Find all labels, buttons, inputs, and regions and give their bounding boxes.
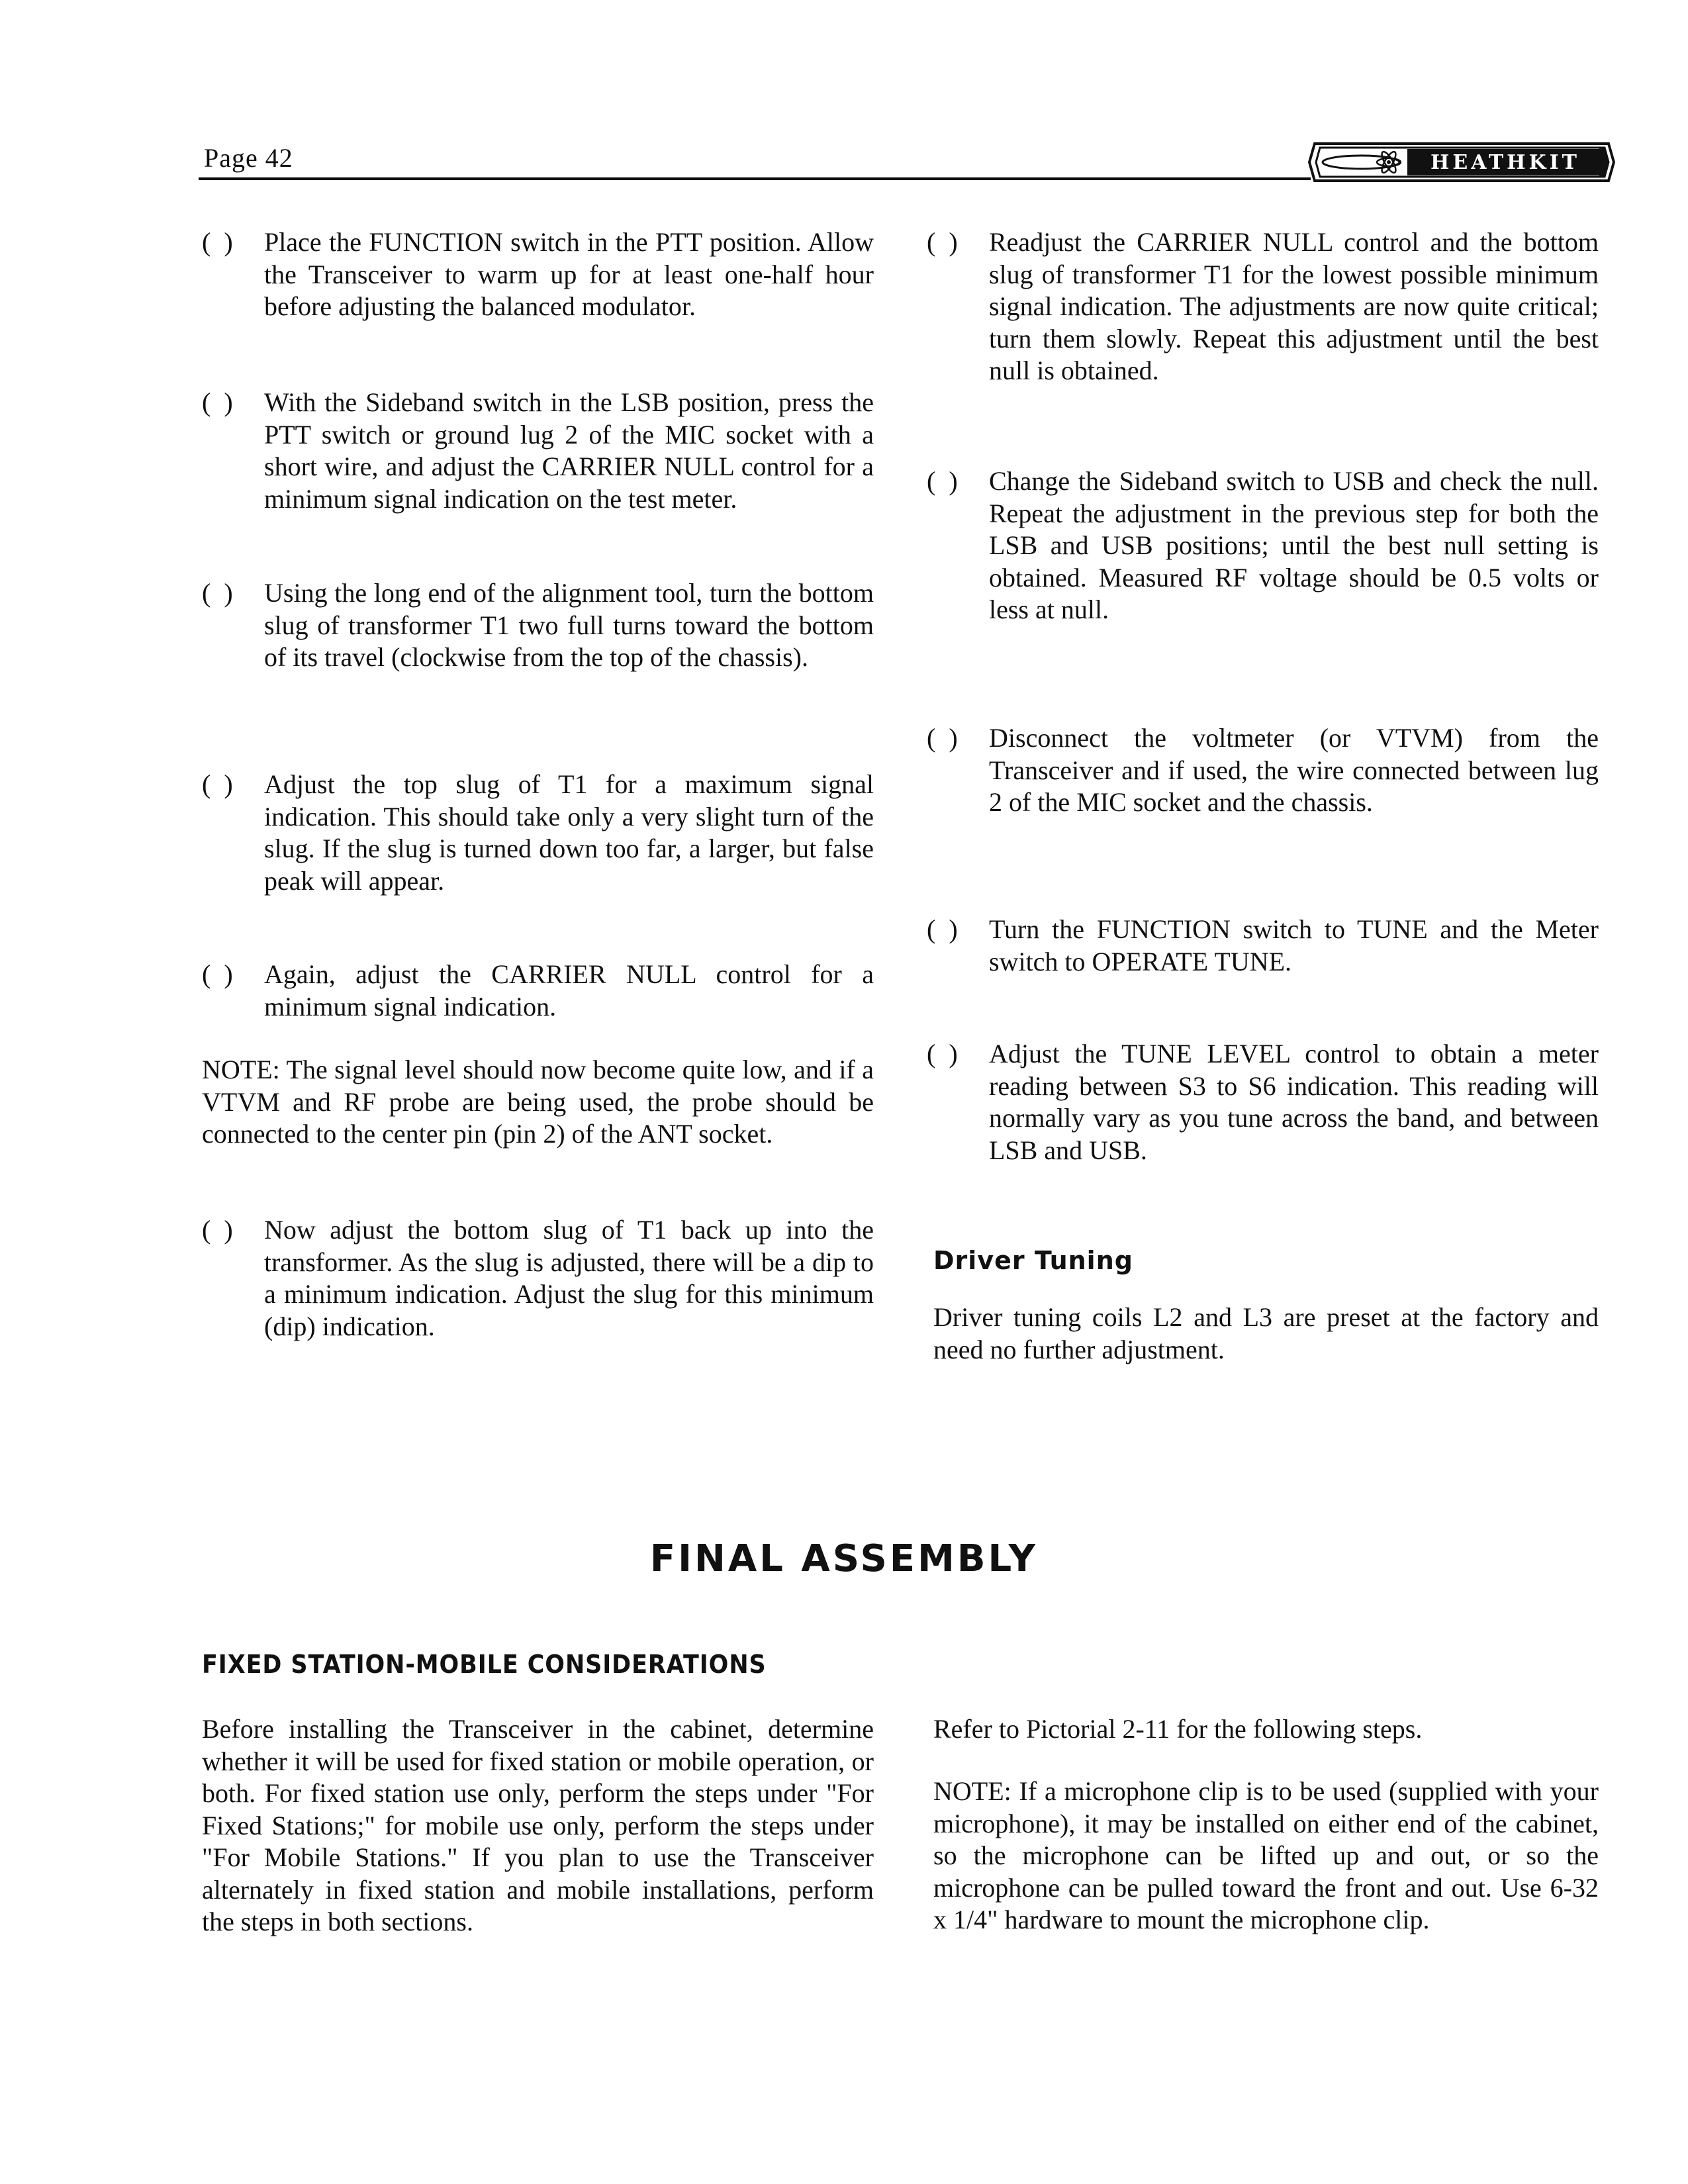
- step-text: Readjust the CARRIER NULL control and the bottom slug of transformer T1 for the lowest possible minimum signal indication. The adjustments are now quite critical; turn them slowly. Repeat this adjustment until the best null is obtained.: [989, 227, 1599, 385]
- microphone-clip-note: NOTE: If a microphone clip is to be used (supplied with your microphone), it may be installed on either end of the cabinet, so the microphone can be lifted up and out, or so the microphone can be pulled toward the front and out. Use 6-32 x 1/4" hardware to mount the microphone clip.: [933, 1776, 1599, 1934]
- signal-level-note: NOTE: The signal level should now become quite low, and if a VTVM and RF probe are being used, the probe should be connected to the center pin (pin 2) of the ANT socket.: [202, 1055, 874, 1149]
- step-checkbox[interactable]: ( ): [202, 227, 233, 257]
- step-item: [927, 465, 1599, 626]
- step-item: [202, 387, 874, 515]
- step-checkbox[interactable]: ( ): [927, 227, 958, 257]
- header-rule: [199, 177, 1311, 180]
- step-text: Disconnect the voltmeter (or VTVM) from the Transceiver and if used, the wire connected between lug 2 of the MIC socket and the chassis.: [989, 723, 1599, 817]
- final-assembly-title: FINAL ASSEMBLY: [649, 1537, 1039, 1580]
- step-item: [927, 722, 1599, 819]
- step-checkbox[interactable]: ( ): [202, 578, 233, 608]
- fixed-station-mobile-heading: FIXED STATION-MOBILE CONSIDERATIONS: [202, 1650, 767, 1679]
- step-text: Turn the FUNCTION switch to TUNE and the Meter switch to OPERATE TUNE.: [989, 914, 1599, 976]
- step-item: [927, 226, 1599, 387]
- step-checkbox[interactable]: ( ): [202, 769, 233, 799]
- step-text: Using the long end of the alignment tool, turn the bottom slug of transformer T1 two full turns toward the bottom of its travel (clockwise from the top of the chassis).: [264, 578, 874, 672]
- step-checkbox[interactable]: ( ): [927, 914, 958, 944]
- step-text: Now adjust the bottom slug of T1 back up into the transformer. As the slug is adjusted, there will be a dip to a minimum indication. Adjust the slug for this minimum (dip) indication.: [264, 1215, 874, 1341]
- step-text: Again, adjust the CARRIER NULL control for a minimum signal indication.: [264, 959, 874, 1021]
- step-text: With the Sideband switch in the LSB position, press the PTT switch or ground lug 2 of the MIC socket with a short wire, and adjust the CARRIER NULL control for a minimum signal indication on the test meter.: [264, 387, 874, 514]
- step-item: [202, 577, 874, 674]
- svg-text:HEATHKIT: HEATHKIT: [1430, 151, 1580, 174]
- heathkit-logo-icon: [1308, 138, 1615, 186]
- step-item: [202, 769, 874, 897]
- step-text: Adjust the top slug of T1 for a maximum signal indication. This should take only a very slight turn of the slug. If the slug is turned down too far, a larger, but false peak will appear.: [264, 769, 874, 896]
- step-checkbox[interactable]: ( ): [202, 959, 233, 989]
- step-checkbox[interactable]: ( ): [927, 1039, 958, 1068]
- step-item: [202, 226, 874, 323]
- step-checkbox[interactable]: ( ): [927, 723, 958, 753]
- step-item: [927, 914, 1599, 978]
- step-item: [202, 1214, 874, 1343]
- page-number: Page 42: [204, 143, 293, 173]
- step-text: Change the Sideband switch to USB and check the null. Repeat the adjustment in the previous step for both the LSB and USB positions; until the best null setting is obtained. Measured RF voltage should be 0.5 volts or less at null.: [989, 466, 1599, 624]
- pictorial-reference: Refer to Pictorial 2-11 for the following steps.: [933, 1714, 1423, 1744]
- step-text: Adjust the TUNE LEVEL control to obtain a meter reading between S3 to S6 indication. This reading will normally vary as you tune across the band, and between LSB and USB.: [989, 1039, 1599, 1165]
- step-checkbox[interactable]: ( ): [202, 387, 233, 417]
- step-text: Place the FUNCTION switch in the PTT position. Allow the Transceiver to warm up for at least one-half hour before adjusting the balanced modulator.: [264, 227, 874, 321]
- step-checkbox[interactable]: ( ): [927, 466, 958, 496]
- step-item: [927, 1038, 1599, 1166]
- step-checkbox[interactable]: ( ): [202, 1215, 233, 1245]
- driver-tuning-heading: Driver Tuning: [933, 1246, 1133, 1275]
- driver-tuning-text: Driver tuning coils L2 and L3 are preset at the factory and need no further adjustment.: [933, 1302, 1599, 1364]
- fixed-mobile-intro: Before installing the Transceiver in the cabinet, determine whether it will be used for fixed station or mobile operation, or both. For fixed station use only, perform the steps under "For Fixed Stations;" for mobile use only, perform the steps under "For Mobile Stations." If you plan to use the Transceiver alternately in fixed station and mobile installations, perform the steps in both sections.: [202, 1714, 874, 1936]
- step-item: [202, 959, 874, 1023]
- page-header: [199, 136, 1615, 189]
